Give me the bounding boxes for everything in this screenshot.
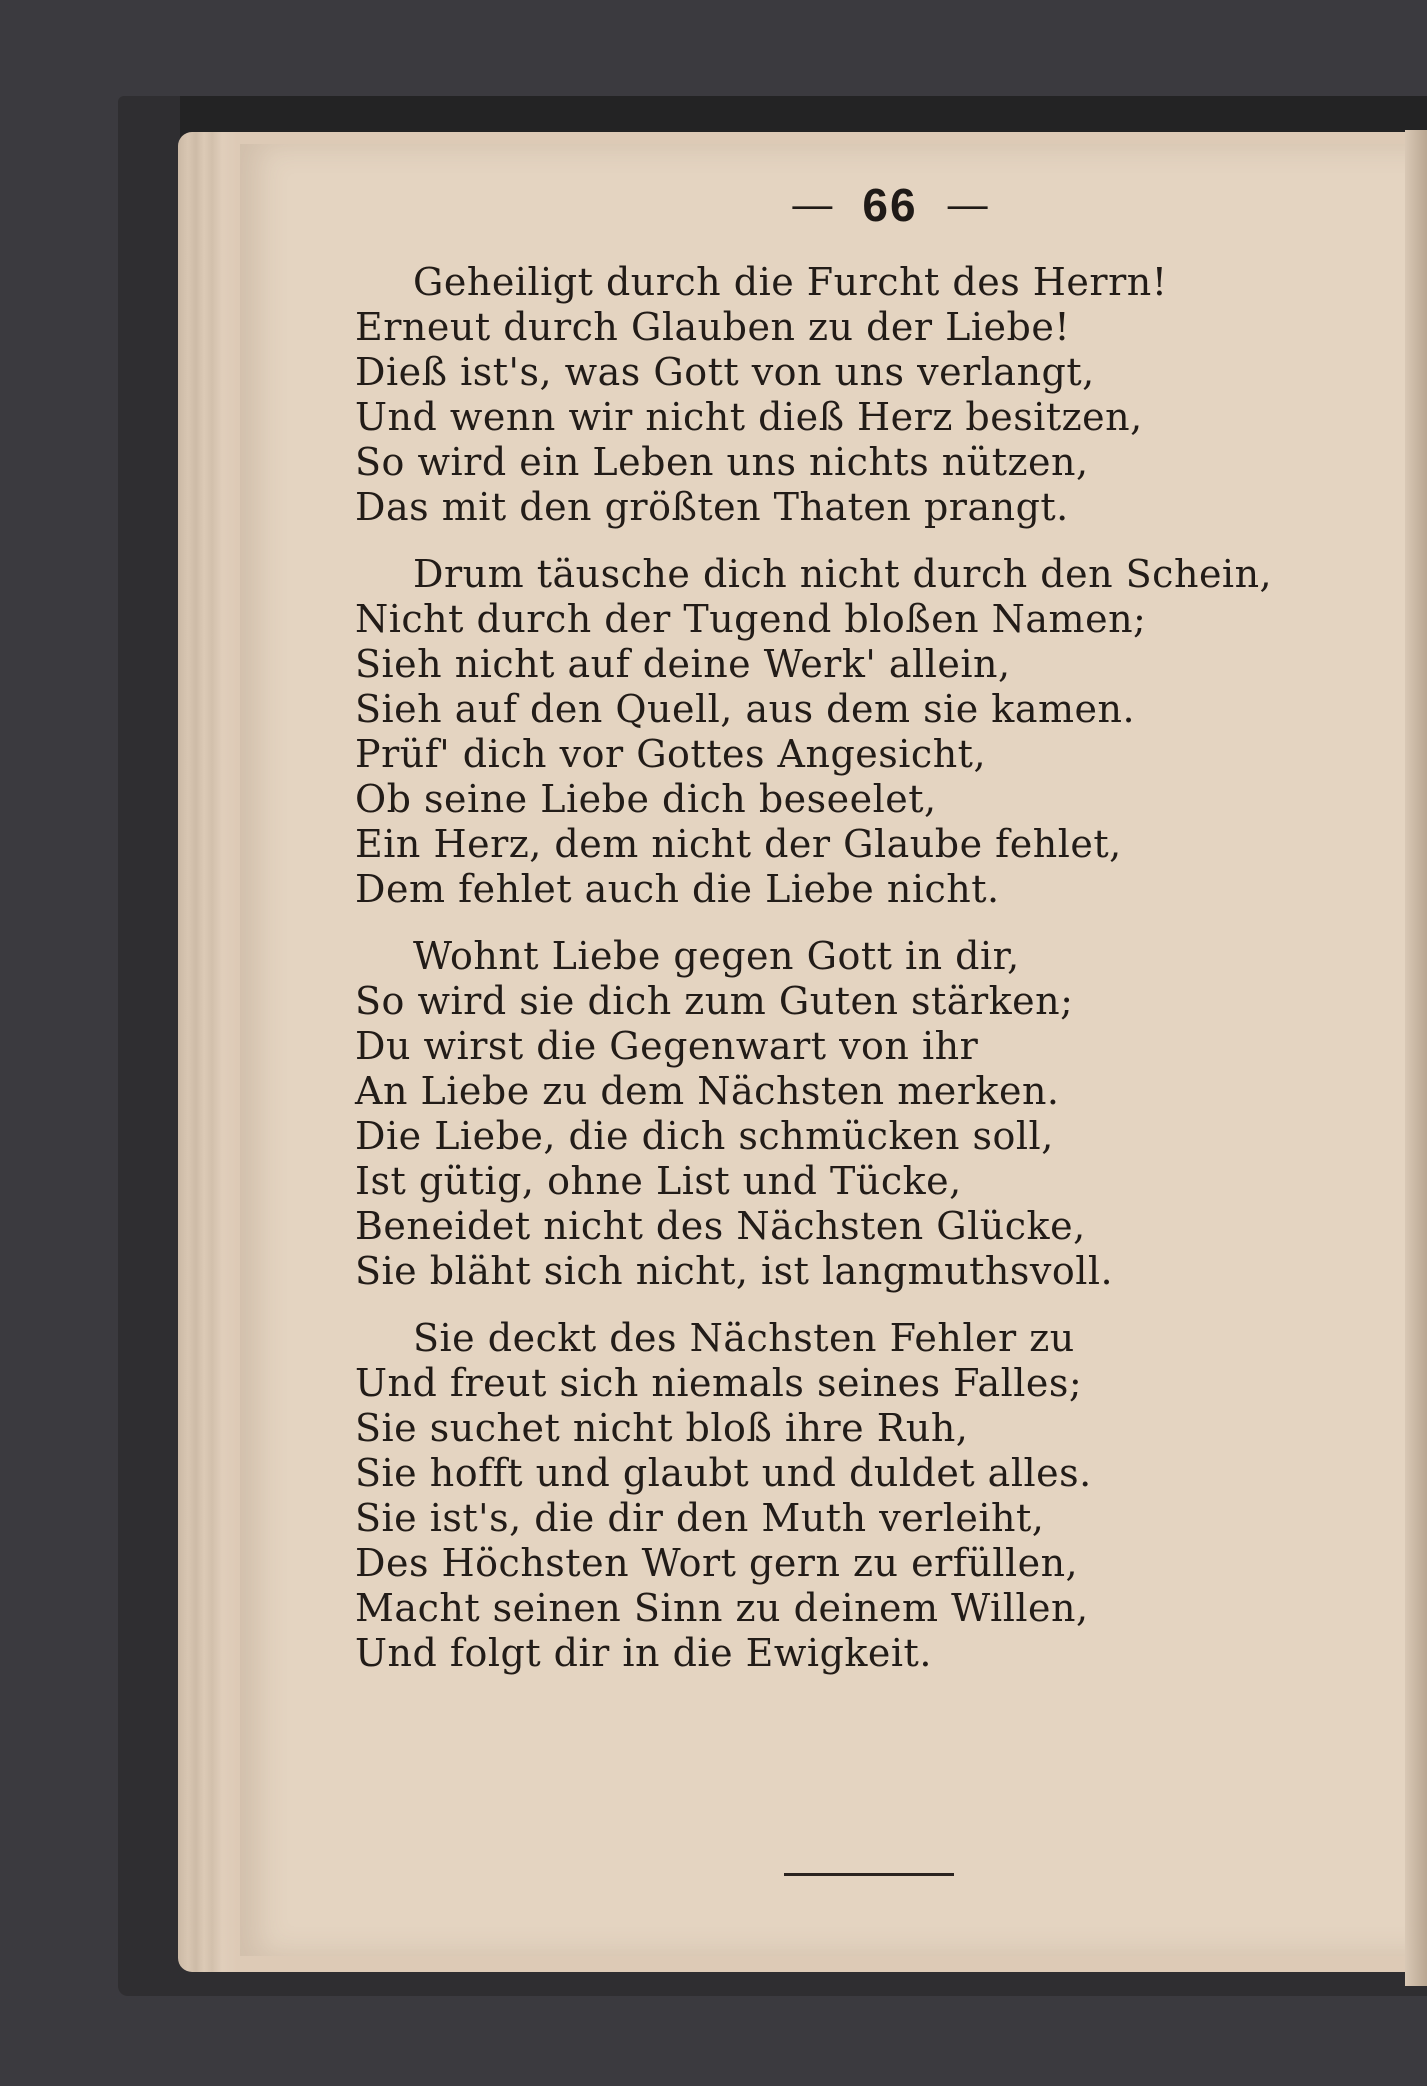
verse-line: Wohnt Liebe gegen Gott in dir, xyxy=(413,934,1020,978)
page-header xyxy=(760,170,1020,240)
stanza-4 xyxy=(355,1316,1355,1676)
verse-line: Dem fehlet auch die Liebe nicht. xyxy=(355,867,1000,911)
verse-line: So wird ein Leben uns nichts nützen, xyxy=(355,440,1089,484)
verse-line: Erneut durch Glauben zu der Liebe! xyxy=(355,305,1071,349)
verse-line: Die Liebe, die dich schmücken soll, xyxy=(355,1114,1054,1158)
verse-line: Geheiligt durch die Furcht des Herrn! xyxy=(413,260,1168,304)
stanza-3 xyxy=(355,934,1355,1294)
verse-line: Das mit den größten Thaten prangt. xyxy=(355,485,1069,529)
verse-line: Ein Herz, dem nicht der Glaube fehlet, xyxy=(355,822,1122,866)
verse-line: Nicht durch der Tugend bloßen Namen; xyxy=(355,597,1147,641)
verse-line: An Liebe zu dem Nächsten merken. xyxy=(355,1069,1060,1113)
stanza-2 xyxy=(355,552,1355,912)
verse-line: Ob seine Liebe dich beseelet, xyxy=(355,777,937,821)
verse-line: Sie suchet nicht bloß ihre Ruh, xyxy=(355,1406,969,1450)
verse-line: Drum täusche dich nicht durch den Schein, xyxy=(413,552,1273,596)
header-dash-right: — xyxy=(947,182,988,227)
stanza-1 xyxy=(355,260,1355,530)
verse-line: Und folgt dir in die Ewigkeit. xyxy=(355,1631,932,1675)
verse-line: Du wirst die Gegenwart von ihr xyxy=(355,1024,979,1068)
end-rule xyxy=(784,1873,954,1876)
verse-line: Sie deckt des Nächsten Fehler zu xyxy=(413,1316,1075,1360)
page-gutter xyxy=(1405,130,1427,1986)
verse-line: Sieh auf den Quell, aus dem sie kamen. xyxy=(355,687,1136,731)
verse-line: Des Höchsten Wort gern zu erfüllen, xyxy=(355,1541,1079,1585)
page-number: 66 xyxy=(862,179,918,231)
verse-line: Sie hofft und glaubt und duldet alles. xyxy=(355,1451,1092,1495)
header-dash-left: — xyxy=(792,182,833,227)
verse-line: Beneidet nicht des Nächsten Glücke, xyxy=(355,1204,1086,1248)
verse-line: Sie bläht sich nicht, ist langmuthsvoll. xyxy=(355,1249,1114,1293)
verse-line: Ist gütig, ohne List und Tücke, xyxy=(355,1159,962,1203)
verse-line: Sie ist's, die dir den Muth verleiht, xyxy=(355,1496,1045,1540)
verse-line: Prüf' dich vor Gottes Angesicht, xyxy=(355,732,987,776)
verse-line: Macht seinen Sinn zu deinem Willen, xyxy=(355,1586,1089,1630)
verse-line: Dieß ist's, was Gott von uns verlangt, xyxy=(355,350,1095,394)
verse-line: Und wenn wir nicht dieß Herz besitzen, xyxy=(355,395,1143,439)
verse-line: Und freut sich niemals seines Falles; xyxy=(355,1361,1083,1405)
verse-line: Sieh nicht auf deine Werk' allein, xyxy=(355,642,1011,686)
poem-text xyxy=(355,260,1355,1698)
verse-line: So wird sie dich zum Guten stärken; xyxy=(355,979,1074,1023)
